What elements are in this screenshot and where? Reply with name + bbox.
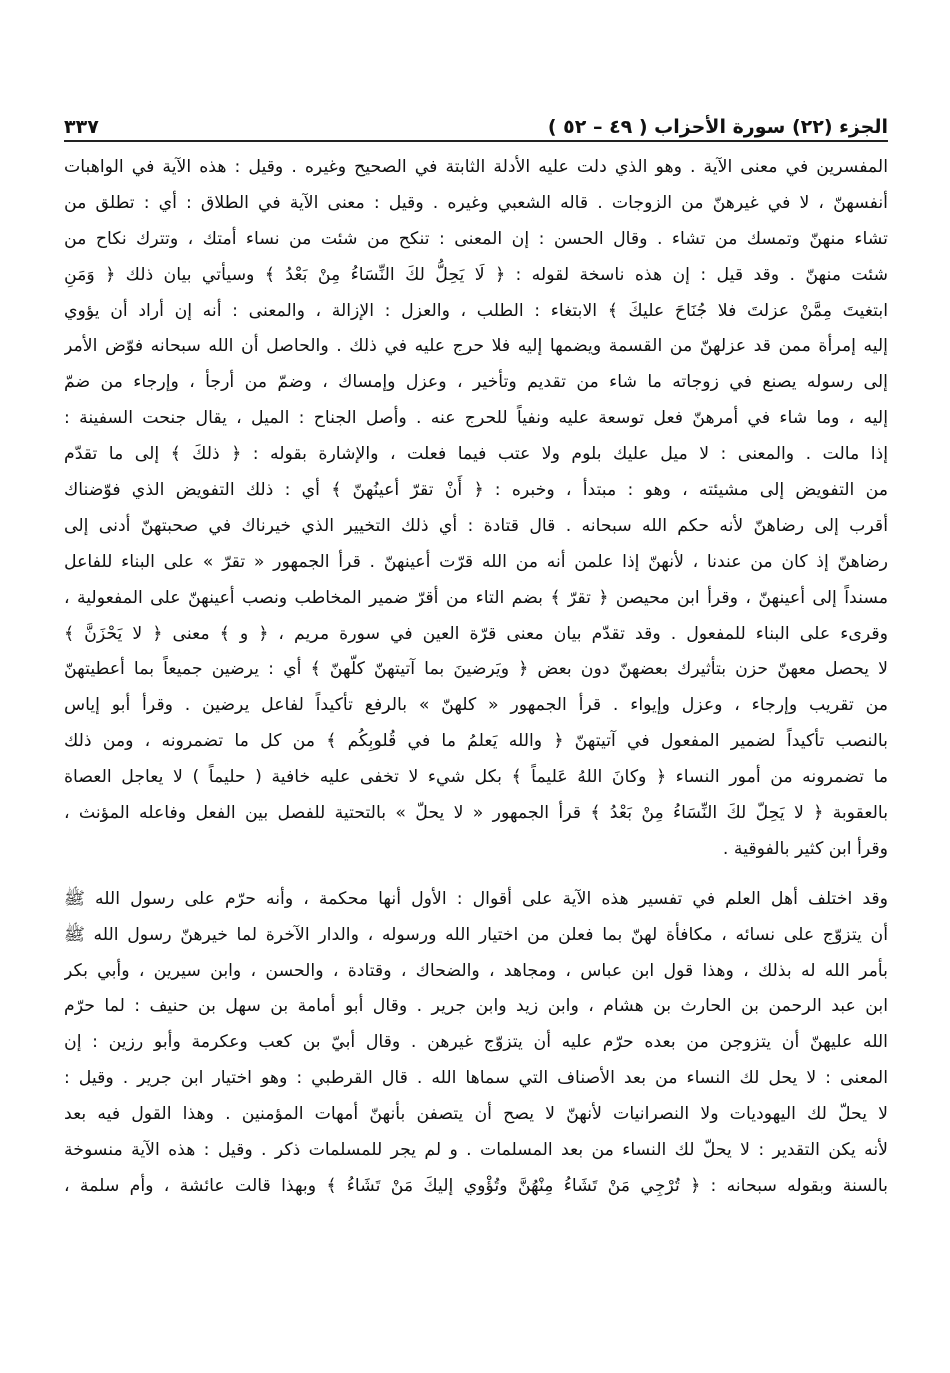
running-title: الجزء (٢٢) سورة الأحزاب ( ٤٩ – ٥٢ ): [547, 116, 888, 138]
paragraph-gap: [64, 868, 888, 882]
text-line: من تقريب وإرجاء ، وعزل وإيواء . قرأ الجمهور « كلهنّ » بالرفع تأكيداً لفاعل يرضين . وقرأ أبو إياس: [64, 695, 888, 716]
text-line: مسنداً إلى أعينهنّ ، وقرأ ابن محيصن ﴿ تقرّ ﴾ بضم التاء من أقرّ ضمير المخاطب ونصب أعينهنّ على المفعولية ،: [64, 587, 888, 608]
text-line: الله عليهنّ أن يتزوجن من بعده حرّم عليه أن يتزوّج غيرهن . وقال أبيّ بن كعب وعكرمة وأبو رزين : إن: [64, 1032, 888, 1053]
text-line: أنفسهنّ ، لا في غيرهنّ من الزوجات . قاله الشعبي وغيره . وقيل : معنى الآية في الطلاق : أي : تطلق من: [64, 192, 888, 213]
text-line: تشاء منهنّ وتمسك من تشاء . وقال الحسن : إن المعنى : تنكح من شئت من نساء أمتك ، وتترك نكاح من: [64, 228, 888, 249]
text-line: لأنه يكن التقدير : لا يحلّ لك النساء من بعد المسلمات . و لم يجر للمسلمات ذكر . وقيل : هذه الآية منسوخة: [64, 1140, 888, 1161]
text-line: رضاهنّ إذ كان من عندنا ، لأنهنّ إذا علمن أنه من الله قرّت أعينهنّ . قرأ الجمهور « تقرّ » على البناء للفاعل: [64, 551, 888, 572]
text-line: بالنصب تأكيداً لضمير المفعول في آتيتهنّ ﴿ والله يَعلمُ ما في قُلوبِكُم ﴾ من كل ما تضمرونه ، ومن ذلك: [64, 731, 888, 752]
page-number: ٣٣٧: [64, 116, 99, 138]
text-line: وقد اختلف أهل العلم في تفسير هذه الآية على أقوال : الأول أنها محكمة ، وأنه حرّم على رسول الله ﷺ: [64, 888, 888, 909]
page-header: [64, 104, 888, 138]
text-line: إلى رسوله يصنع في زوجاته ما شاء من تقديم وتأخير ، وعزل وإمساك ، وضمّ من أرجأ ، وإرجاء من ضمّ: [64, 372, 888, 393]
text-line: بأمر الله له بذلك ، وهذا قول ابن عباس ، ومجاهد ، والضحاك ، وقتادة ، والحسن ، وابن سيرين ، وأبي بكر: [64, 960, 888, 981]
header-rule: [64, 140, 888, 142]
text-line: وقرىء على البناء للمفعول . وقد تقدّم بيان معنى قرّة العين في سورة مريم ، ﴿ و ﴾ معنى ﴿ لا يَحْزَنَّ ﴾: [64, 623, 888, 644]
text-line: لا يحلّ لك اليهوديات ولا النصرانيات لأنهنّ لا يصح أن يتصفن بأنهنّ أمهات المؤمنين . وهذا القول فيه بعد: [64, 1104, 888, 1125]
text-line: إليه إمرأة ممن قد عزلهنّ من القسمة ويضمها إليه فلا حرج عليه في ذلك . والحاصل أن الله سبحانه فوّض الأمر: [64, 336, 888, 357]
text-line: أقرب إلى رضاهنّ لأنه حكم الله سبحانه . قال قتادة : أي ذلك التخيير الذي خيرناك في صحبتهنّ أدنى إلى: [64, 515, 888, 536]
paragraph-1: [64, 150, 888, 868]
paragraph-2: [64, 882, 888, 1205]
text-line: أن يتزوّج على نسائه ، مكافأة لهنّ بما فعلن من اختيار الله ورسوله ، والدار الآخرة لما خيرهنّ رسول الله ﷺ: [64, 924, 888, 945]
text-line: بالعقوبة ﴿ لا يَحِلّ لكَ النِّسَاءُ مِنْ بَعْدُ ﴾ قرأ الجمهور « لا يحلّ » بالتحتية للفصل بين الفعل وفاعله المؤنث ،: [64, 803, 888, 824]
text-line: ما تضمرونه من أمور النساء ﴿ وكانَ اللهُ عَليماً ﴾ بكل شيء لا تخفى عليه خافية ( حليماً ) لا يعاجل العصاة: [64, 767, 888, 788]
text-line: إليه ، وما شاء في أمرهنّ فعل توسعة عليه ونفياً للحرج عنه . وأصل الجناح : الميل ، يقال جنحت السفينة :: [64, 408, 888, 429]
text-line: شئت منهنّ . وقد قيل : إن هذه ناسخة لقوله : ﴿ لَا يَحِلُّ لكَ النِّسَاءُ مِنْ بَعْدُ ﴾ وسيأتي بيان ذلك ﴿ وَمَنِ: [64, 264, 888, 285]
text-line: المعنى : لا يحل لك النساء من بعد الأصناف التي سماها الله . قال القرطبي : وهو اختيار ابن جرير . وقيل :: [64, 1068, 888, 1089]
text-line: من التفويض إلى مشيئته ، وهو : مبتدأ ، وخبره : ﴿ أَنْ تقرّ أعينُهنّ ﴾ أي : ذلك التفويض الذي فوّضناك: [64, 480, 888, 501]
text-line: ابن عبد الرحمن بن الحارث بن هشام ، وابن زيد وابن جرير . وقال أبو أمامة بن سهل بن حنيف : لما حرّم: [64, 996, 888, 1017]
text-line: لا يحصل معهنّ حزن بتأثيرك بعضهنّ دون بعض ﴿ ويَرضينَ بما آتيتهنّ كلّهنّ ﴾ أي : يرضين جميعاً بما أعطيتهنّ: [64, 659, 888, 680]
text-line: وقرأ ابن كثير بالفوقية .: [722, 838, 888, 859]
text-line: المفسرين في معنى الآية . وهو الذي دلت عليه الأدلة الثابتة في الصحيح وغيره . وقيل : هذه الآية في الواهبات: [64, 157, 888, 177]
text-line: إذا مالت . والمعنى : لا ميل عليك بلوم ولا عتب فيما فعلت ، والإشارة بقوله : ﴿ ذلكَ ﴾ إلى ما تقدّم: [64, 444, 888, 465]
text-line: بالسنة وبقوله سبحانه : ﴿ تُرْجِي مَنْ تَشَاءُ مِنْهُنَّ وتُؤْوي إليكَ مَنْ تَشَاءُ ﴾ وبهذا قالت عائشة ، وأم سلمة ،: [64, 1175, 888, 1196]
body-text: [64, 150, 888, 1205]
text-line: ابتغيتَ مِمَّنْ عزلتَ فلا جُنَاحَ عليكَ ﴾ الابتغاء : الطلب ، والعزل : الإزالة ، والمعنى : أنه إن أراد أن يؤوي: [64, 300, 888, 321]
